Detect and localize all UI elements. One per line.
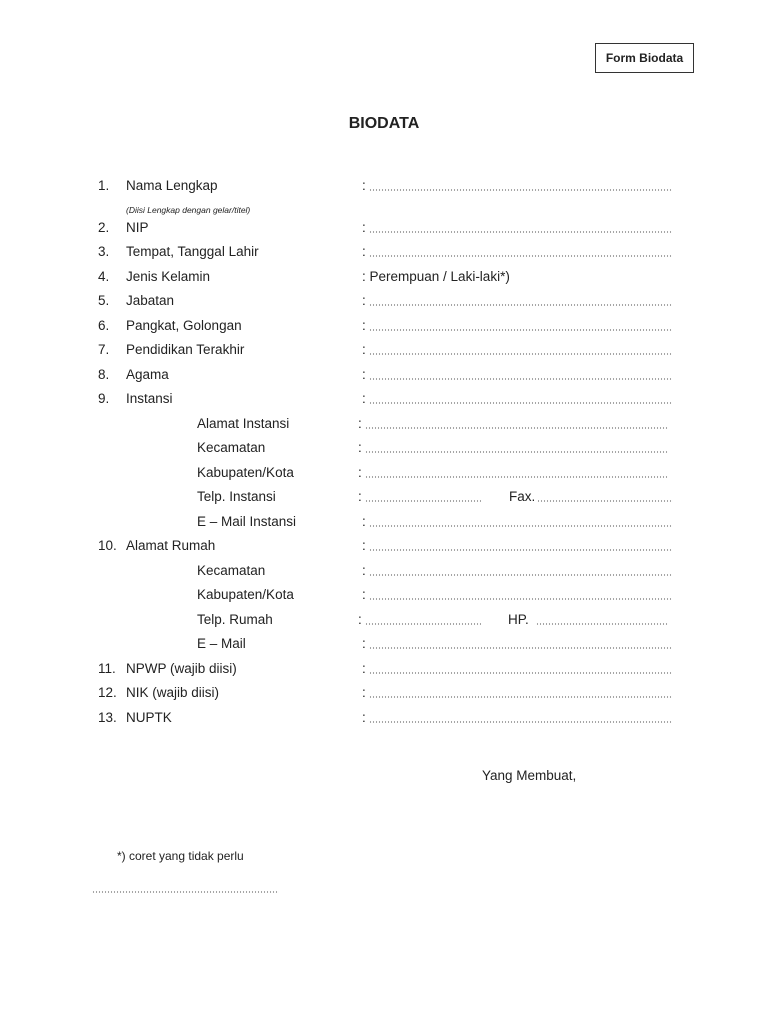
field-colon: : xyxy=(362,293,366,308)
field-label: Jabatan xyxy=(126,293,175,308)
form-row xyxy=(0,243,768,261)
field-input[interactable] xyxy=(369,525,672,527)
field-label: Alamat Instansi xyxy=(197,416,290,431)
form-row xyxy=(0,537,768,555)
field-number: 12. xyxy=(98,685,117,700)
field-number: 6. xyxy=(98,318,110,333)
field-extra-label: HP. xyxy=(508,612,529,627)
field-label: Agama xyxy=(126,367,169,382)
form-row xyxy=(0,390,768,408)
form-row xyxy=(0,709,768,727)
signature-label: Yang Membuat, xyxy=(482,768,577,783)
field-label: NIK (wajib diisi) xyxy=(126,685,220,700)
field-input[interactable] xyxy=(369,696,672,698)
field-number: 5. xyxy=(98,293,110,308)
field-number: 7. xyxy=(98,342,110,357)
field-colon: : xyxy=(358,465,362,480)
signature-line xyxy=(92,891,279,893)
field-extra-input[interactable] xyxy=(536,623,668,625)
field-input[interactable] xyxy=(365,623,481,625)
field-label: Alamat Rumah xyxy=(126,538,216,553)
field-input[interactable] xyxy=(369,721,672,723)
field-label: NIP xyxy=(126,220,149,235)
field-input[interactable] xyxy=(369,329,672,331)
form-row xyxy=(0,635,768,653)
field-colon: : xyxy=(362,587,366,602)
field-number: 8. xyxy=(98,367,110,382)
field-input[interactable] xyxy=(365,476,668,478)
field-label: NUPTK xyxy=(126,710,172,725)
field-colon: : xyxy=(362,563,366,578)
field-colon: : xyxy=(362,367,366,382)
form-row xyxy=(0,488,768,506)
form-row xyxy=(0,201,768,219)
field-colon: : xyxy=(362,685,366,700)
field-input[interactable] xyxy=(365,451,668,453)
field-label: Telp. Rumah xyxy=(197,612,273,627)
field-label: Instansi xyxy=(126,391,173,406)
field-number: 11. xyxy=(98,661,116,676)
field-label: Kabupaten/Kota xyxy=(197,465,294,480)
form-row xyxy=(0,366,768,384)
field-hint: (Diisi Lengkap dengan gelar/titel) xyxy=(126,205,251,215)
field-colon: : xyxy=(362,391,366,406)
field-input[interactable] xyxy=(369,647,672,649)
field-label: Pangkat, Golongan xyxy=(126,318,242,333)
field-input[interactable] xyxy=(369,231,672,233)
field-label: Telp. Instansi xyxy=(197,489,276,504)
field-label: Tempat, Tanggal Lahir xyxy=(126,244,259,259)
footnote: *) coret yang tidak perlu xyxy=(117,849,244,863)
field-number: 13. xyxy=(98,710,117,725)
field-label: Kabupaten/Kota xyxy=(197,587,294,602)
field-value: : Perempuan / Laki-laki*) xyxy=(362,269,510,284)
field-input[interactable] xyxy=(369,353,672,355)
form-row xyxy=(0,684,768,702)
form-row xyxy=(0,219,768,237)
field-colon: : xyxy=(362,244,366,259)
field-colon: : xyxy=(358,612,362,627)
form-row xyxy=(0,317,768,335)
field-input[interactable] xyxy=(365,427,668,429)
form-row xyxy=(0,292,768,310)
field-input[interactable] xyxy=(369,549,672,551)
field-label: Kecamatan xyxy=(197,563,266,578)
field-colon: : xyxy=(362,538,366,553)
field-colon: : xyxy=(362,178,366,193)
form-row xyxy=(0,268,768,286)
field-colon: : xyxy=(362,220,366,235)
form-row xyxy=(0,562,768,580)
form-row xyxy=(0,177,768,195)
field-input[interactable] xyxy=(369,672,672,674)
field-label: Pendidikan Terakhir xyxy=(126,342,245,357)
field-colon: : xyxy=(358,416,362,431)
form-row xyxy=(0,415,768,433)
field-input[interactable] xyxy=(369,378,672,380)
field-input[interactable] xyxy=(369,304,672,306)
field-number: 3. xyxy=(98,244,110,259)
field-input[interactable] xyxy=(365,500,481,502)
field-input[interactable] xyxy=(369,402,672,404)
field-number: 10. xyxy=(98,538,117,553)
form-label-badge: Form Biodata xyxy=(595,43,694,73)
field-label: Jenis Kelamin xyxy=(126,269,211,284)
field-number: 4. xyxy=(98,269,110,284)
page-title: BIODATA xyxy=(348,115,420,132)
field-number: 2. xyxy=(98,220,110,235)
field-colon: : xyxy=(358,440,362,455)
field-colon: : xyxy=(362,342,366,357)
field-colon: : xyxy=(362,636,366,651)
field-colon: : xyxy=(362,661,366,676)
field-colon: : xyxy=(358,489,362,504)
form-row xyxy=(0,341,768,359)
field-label: E – Mail xyxy=(197,636,246,651)
field-label: E – Mail Instansi xyxy=(197,514,297,529)
field-extra-input[interactable] xyxy=(537,500,673,502)
field-label: Kecamatan xyxy=(197,440,266,455)
field-number: 9. xyxy=(98,391,110,406)
field-input[interactable] xyxy=(369,574,672,576)
field-input[interactable] xyxy=(369,255,672,257)
field-number: 1. xyxy=(98,178,110,193)
field-colon: : xyxy=(362,514,366,529)
field-input[interactable] xyxy=(369,598,672,600)
field-label: NPWP (wajib diisi) xyxy=(126,661,237,676)
field-extra-label: Fax. xyxy=(509,489,536,504)
form-row xyxy=(0,611,768,629)
form-row xyxy=(0,513,768,531)
form-row xyxy=(0,660,768,678)
field-label: Nama Lengkap xyxy=(126,178,218,193)
form-row xyxy=(0,464,768,482)
form-row xyxy=(0,586,768,604)
field-colon: : xyxy=(362,710,366,725)
field-colon: : xyxy=(362,318,366,333)
form-row xyxy=(0,439,768,457)
field-input[interactable] xyxy=(369,189,672,191)
